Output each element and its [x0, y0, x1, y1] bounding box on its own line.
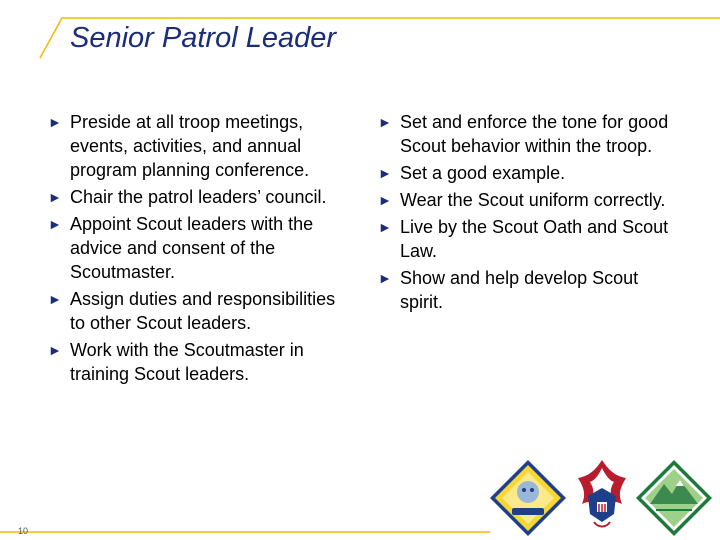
bullet-item	[48, 338, 348, 386]
bullet-item	[48, 110, 348, 182]
scouting-emblems	[486, 458, 716, 538]
bullet-text: Chair the patrol leaders’ council.	[70, 187, 327, 207]
bullet-item	[48, 185, 348, 209]
cub-scout-emblem-icon	[490, 460, 566, 536]
triangle-right-icon: ►	[378, 165, 392, 181]
bullet-text: Work with the Scoutmaster in training Scout leaders.	[70, 340, 304, 384]
triangle-right-icon: ►	[378, 114, 392, 130]
bullet-text: Set a good example.	[400, 163, 566, 183]
bullet-item	[48, 287, 348, 335]
bullet-item	[378, 215, 678, 263]
triangle-right-icon: ►	[48, 216, 62, 232]
bullet-item	[378, 266, 678, 314]
triangle-right-icon: ►	[378, 270, 392, 286]
bullet-text: Show and help develop Scout spirit.	[400, 268, 639, 312]
triangle-right-icon: ►	[48, 291, 62, 307]
bullet-text: Wear the Scout uniform correctly.	[400, 190, 666, 210]
bullet-item	[48, 212, 348, 284]
bullet-text: Preside at all troop meetings, events, activities, and annual program planning conference.	[70, 112, 310, 180]
triangle-right-icon: ►	[378, 192, 392, 208]
bullet-text: Set and enforce the tone for good Scout behavior within the troop.	[400, 112, 669, 156]
bullet-text: Appoint Scout leaders with the advice and consent of the Scoutmaster.	[70, 214, 314, 282]
triangle-right-icon: ►	[378, 219, 392, 235]
slide-title: Senior Patrol Leader	[70, 22, 336, 54]
triangle-right-icon: ►	[48, 189, 62, 205]
bullet-list-left	[48, 110, 348, 389]
bullet-item	[378, 161, 678, 185]
page-number: 10	[18, 526, 29, 536]
boy-scout-emblem-icon	[578, 460, 626, 527]
triangle-right-icon: ►	[48, 342, 62, 358]
venturing-emblem-icon	[636, 460, 712, 536]
bullet-text: Assign duties and responsibilities to other Scout leaders.	[70, 289, 336, 333]
bullet-item	[378, 110, 678, 158]
bullet-text: Live by the Scout Oath and Scout Law.	[400, 217, 669, 261]
triangle-right-icon: ►	[48, 114, 62, 130]
bullet-list-right	[378, 110, 678, 317]
bullet-item	[378, 188, 678, 212]
